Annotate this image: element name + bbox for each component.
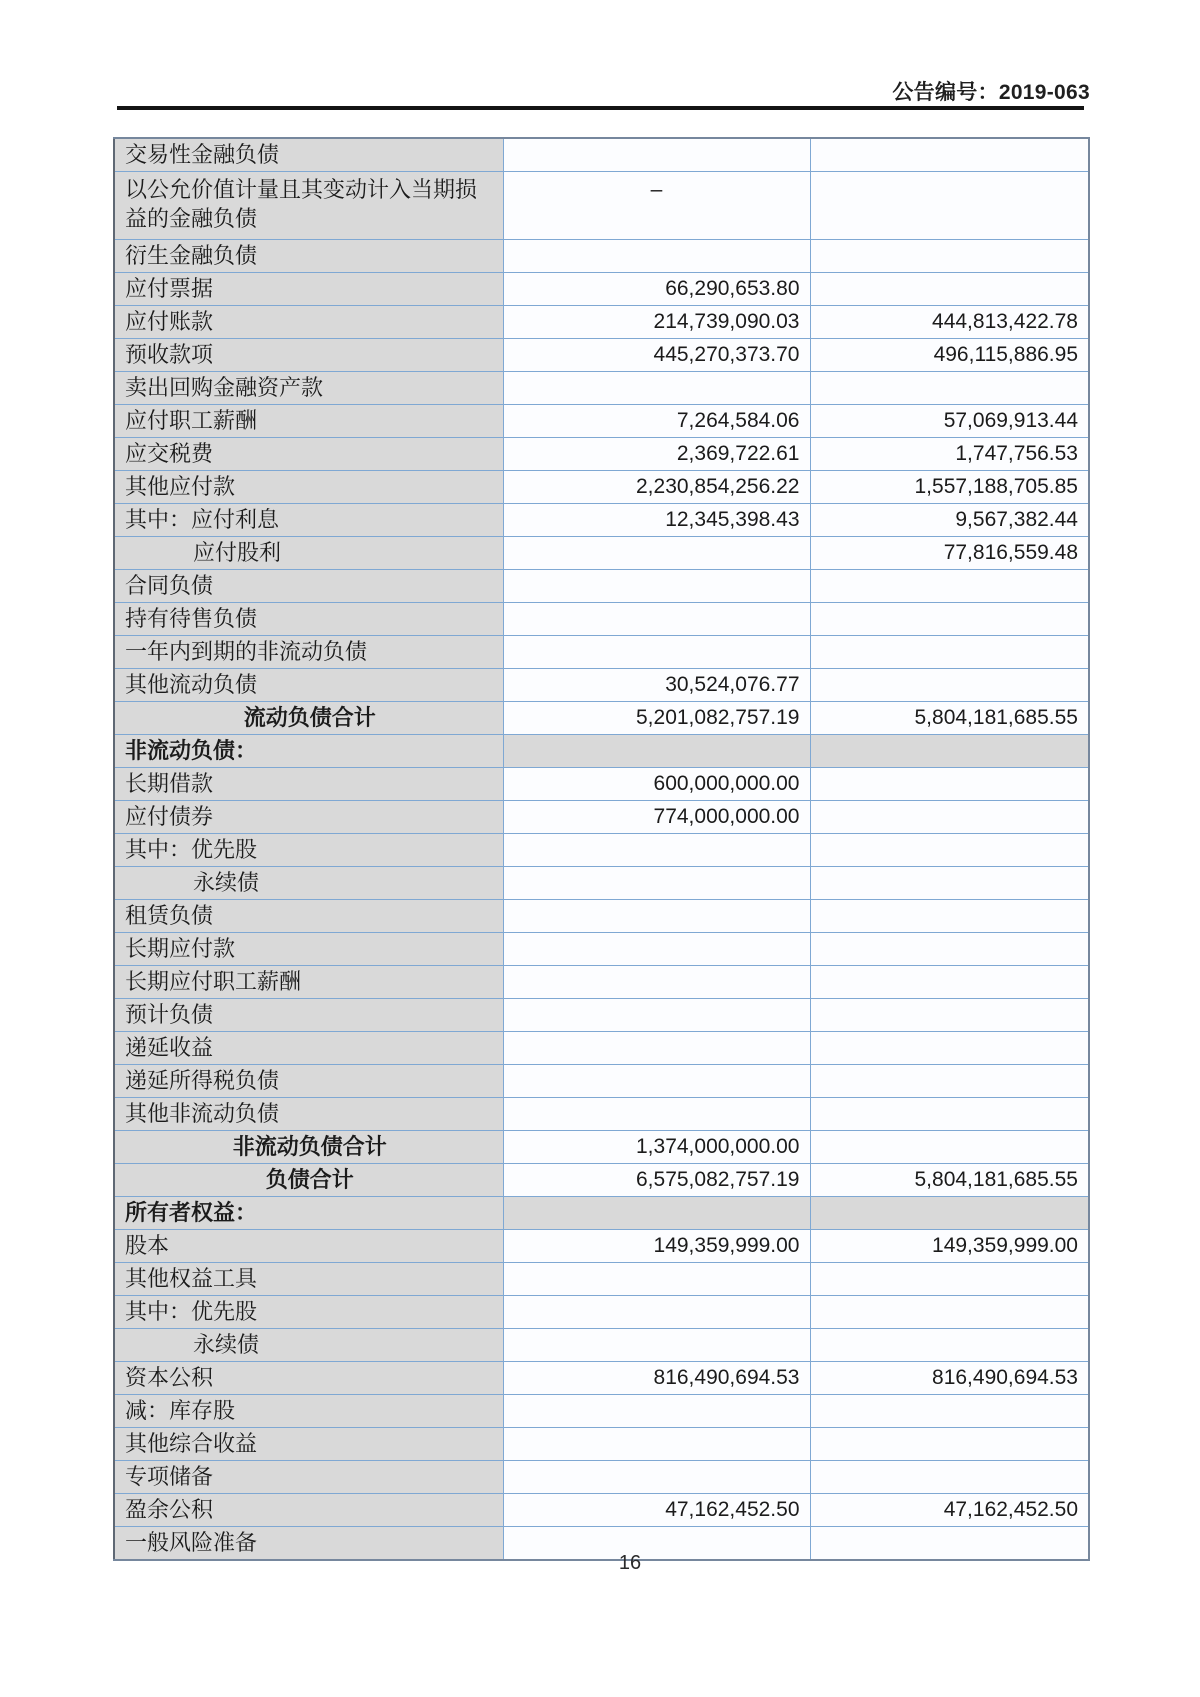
row-label: 卖出回购金融资产款: [114, 372, 503, 405]
row-value-prior: 57,069,913.44: [810, 405, 1089, 438]
row-label: 其中：优先股: [114, 834, 503, 867]
table-row: [114, 1296, 1089, 1329]
row-value-prior: [810, 933, 1089, 966]
row-value-prior: [810, 867, 1089, 900]
row-value-prior: 5,804,181,685.55: [810, 1164, 1089, 1197]
header-divider: [117, 106, 1084, 110]
notice-number: 公告编号：2019-063: [892, 81, 1090, 104]
row-label: 应付账款: [114, 306, 503, 339]
row-label: 预收款项: [114, 339, 503, 372]
balance-sheet-table: [113, 137, 1090, 1561]
table-row: [114, 240, 1089, 273]
row-label: 其中：应付利息: [114, 504, 503, 537]
table-row: [114, 570, 1089, 603]
row-value-current: [503, 1263, 810, 1296]
row-value-prior: 816,490,694.53: [810, 1362, 1089, 1395]
table-row: [114, 1428, 1089, 1461]
row-value-current: [503, 636, 810, 669]
table-row: [114, 1032, 1089, 1065]
page-number: 16: [618, 1552, 642, 1574]
row-value-prior: [810, 900, 1089, 933]
table-row: [114, 537, 1089, 570]
row-label: 合同负债: [114, 570, 503, 603]
row-value-current: [503, 1296, 810, 1329]
row-label: 应交税费: [114, 438, 503, 471]
row-value-current: 7,264,584.06: [503, 405, 810, 438]
table-row: [114, 603, 1089, 636]
row-label: 一般风险准备: [114, 1527, 503, 1561]
page-footer: [30, 1552, 1200, 1575]
row-value-current: 774,000,000.00: [503, 801, 810, 834]
row-value-current: 214,739,090.03: [503, 306, 810, 339]
table-row: [114, 1395, 1089, 1428]
table-row: [114, 834, 1089, 867]
table-row: [114, 1461, 1089, 1494]
row-label: 一年内到期的非流动负债: [114, 636, 503, 669]
row-value-prior: 9,567,382.44: [810, 504, 1089, 537]
row-value-prior: [810, 1428, 1089, 1461]
table-row: [114, 900, 1089, 933]
row-label: 应付股利: [114, 537, 503, 570]
row-value-current: 149,359,999.00: [503, 1230, 810, 1263]
table-row: [114, 636, 1089, 669]
row-value-prior: [810, 1296, 1089, 1329]
row-value-current: 47,162,452.50: [503, 1494, 810, 1527]
row-value-current: [503, 1461, 810, 1494]
row-value-current: [503, 603, 810, 636]
row-value-current: [503, 834, 810, 867]
row-label: 其他应付款: [114, 471, 503, 504]
row-value-current: 1,374,000,000.00: [503, 1131, 810, 1164]
row-label: 负债合计: [114, 1164, 503, 1197]
table-row: [114, 1494, 1089, 1527]
row-value-current: [503, 1098, 810, 1131]
row-value-current: [503, 1065, 810, 1098]
row-label: 长期应付职工薪酬: [114, 966, 503, 999]
row-label: 租赁负债: [114, 900, 503, 933]
row-value-prior: [810, 1032, 1089, 1065]
section-header-row: [114, 735, 1089, 768]
row-label: 专项储备: [114, 1461, 503, 1494]
table-row: [114, 1065, 1089, 1098]
row-value-prior: [810, 138, 1089, 172]
row-value-current: [503, 372, 810, 405]
row-value-prior: [810, 636, 1089, 669]
row-value-prior: 149,359,999.00: [810, 1230, 1089, 1263]
row-value-current: [503, 1197, 810, 1230]
row-value-prior: [810, 273, 1089, 306]
table-row: [114, 372, 1089, 405]
row-label: 应付职工薪酬: [114, 405, 503, 438]
row-label: 流动负债合计: [114, 702, 503, 735]
row-label: 以公允价值计量且其变动计入当期损益的金融负债: [114, 172, 503, 240]
row-label: 递延所得税负债: [114, 1065, 503, 1098]
table-row: [114, 1131, 1089, 1164]
row-value-prior: [810, 999, 1089, 1032]
row-label: 资本公积: [114, 1362, 503, 1395]
row-label: 其中：优先股: [114, 1296, 503, 1329]
table-row: [114, 138, 1089, 172]
row-value-prior: 496,115,886.95: [810, 339, 1089, 372]
table-row: [114, 768, 1089, 801]
table-row: [114, 999, 1089, 1032]
row-label: 非流动负债合计: [114, 1131, 503, 1164]
row-value-prior: [810, 172, 1089, 240]
table-row: [114, 306, 1089, 339]
row-label: 应付票据: [114, 273, 503, 306]
row-value-current: [503, 537, 810, 570]
table-row: [114, 339, 1089, 372]
table-row: [114, 1263, 1089, 1296]
table-row: [114, 1164, 1089, 1197]
row-label: 交易性金融负债: [114, 138, 503, 172]
table-row: [114, 504, 1089, 537]
row-value-prior: [810, 1461, 1089, 1494]
row-value-prior: [810, 372, 1089, 405]
row-value-current: 600,000,000.00: [503, 768, 810, 801]
row-value-current: 2,369,722.61: [503, 438, 810, 471]
row-value-current: 6,575,082,757.19: [503, 1164, 810, 1197]
row-value-current: [503, 735, 810, 768]
row-value-prior: [810, 570, 1089, 603]
row-value-current: [503, 1032, 810, 1065]
row-value-prior: [810, 1197, 1089, 1230]
table-row: [114, 966, 1089, 999]
row-value-prior: [810, 1263, 1089, 1296]
table-row: [114, 933, 1089, 966]
table-row: [114, 273, 1089, 306]
row-value-current: [503, 570, 810, 603]
row-value-current: [503, 138, 810, 172]
row-value-prior: [810, 1065, 1089, 1098]
row-label: 永续债: [114, 1329, 503, 1362]
row-value-current: 2,230,854,256.22: [503, 471, 810, 504]
row-label: 其他综合收益: [114, 1428, 503, 1461]
row-value-prior: 444,813,422.78: [810, 306, 1089, 339]
row-value-current: [503, 999, 810, 1032]
row-value-prior: [810, 240, 1089, 273]
row-label: 长期应付款: [114, 933, 503, 966]
row-label: 衍生金融负债: [114, 240, 503, 273]
row-label: 长期借款: [114, 768, 503, 801]
table-row: [114, 867, 1089, 900]
row-label: 持有待售负债: [114, 603, 503, 636]
table-row: [114, 471, 1089, 504]
row-label: 其他流动负债: [114, 669, 503, 702]
table-row: [114, 702, 1089, 735]
row-value-prior: [810, 603, 1089, 636]
row-label: 所有者权益：: [114, 1197, 503, 1230]
table-row: [114, 438, 1089, 471]
row-label: 预计负债: [114, 999, 503, 1032]
row-value-current: 5,201,082,757.19: [503, 702, 810, 735]
row-label: 盈余公积: [114, 1494, 503, 1527]
row-label: 股本: [114, 1230, 503, 1263]
row-value-prior: [810, 768, 1089, 801]
row-value-prior: [810, 1131, 1089, 1164]
row-value-prior: [810, 1098, 1089, 1131]
row-label: 减：库存股: [114, 1395, 503, 1428]
row-value-current: 445,270,373.70: [503, 339, 810, 372]
row-value-current: [503, 900, 810, 933]
row-label: 其他权益工具: [114, 1263, 503, 1296]
row-value-current: [503, 1428, 810, 1461]
row-value-prior: 77,816,559.48: [810, 537, 1089, 570]
table-row: [114, 1230, 1089, 1263]
table-row: [114, 1098, 1089, 1131]
row-value-current: [503, 966, 810, 999]
table-row: [114, 405, 1089, 438]
row-value-current: [503, 867, 810, 900]
row-value-prior: 1,747,756.53: [810, 438, 1089, 471]
row-value-current: [503, 1329, 810, 1362]
row-label: 应付债券: [114, 801, 503, 834]
row-label: 永续债: [114, 867, 503, 900]
row-value-current: 12,345,398.43: [503, 504, 810, 537]
row-label: 其他非流动负债: [114, 1098, 503, 1131]
row-value-prior: [810, 669, 1089, 702]
row-value-current: 30,524,076.77: [503, 669, 810, 702]
row-value-prior: [810, 834, 1089, 867]
row-value-current: 816,490,694.53: [503, 1362, 810, 1395]
table-row: [114, 669, 1089, 702]
row-value-prior: [810, 966, 1089, 999]
row-value-current: [503, 240, 810, 273]
row-value-current: 66,290,653.80: [503, 273, 810, 306]
row-label: 非流动负债：: [114, 735, 503, 768]
row-label: 递延收益: [114, 1032, 503, 1065]
row-value-prior: [810, 1329, 1089, 1362]
row-value-current: [503, 1395, 810, 1428]
row-value-prior: [810, 1395, 1089, 1428]
table-row: [114, 801, 1089, 834]
section-header-row: [114, 1197, 1089, 1230]
row-value-prior: 47,162,452.50: [810, 1494, 1089, 1527]
table-row: [114, 1362, 1089, 1395]
table-row: [114, 172, 1089, 240]
row-value-current: [503, 933, 810, 966]
row-value-prior: [810, 735, 1089, 768]
row-value-prior: [810, 801, 1089, 834]
row-value-current: –: [503, 172, 810, 240]
row-value-prior: 5,804,181,685.55: [810, 702, 1089, 735]
table-row: [114, 1329, 1089, 1362]
row-value-prior: 1,557,188,705.85: [810, 471, 1089, 504]
